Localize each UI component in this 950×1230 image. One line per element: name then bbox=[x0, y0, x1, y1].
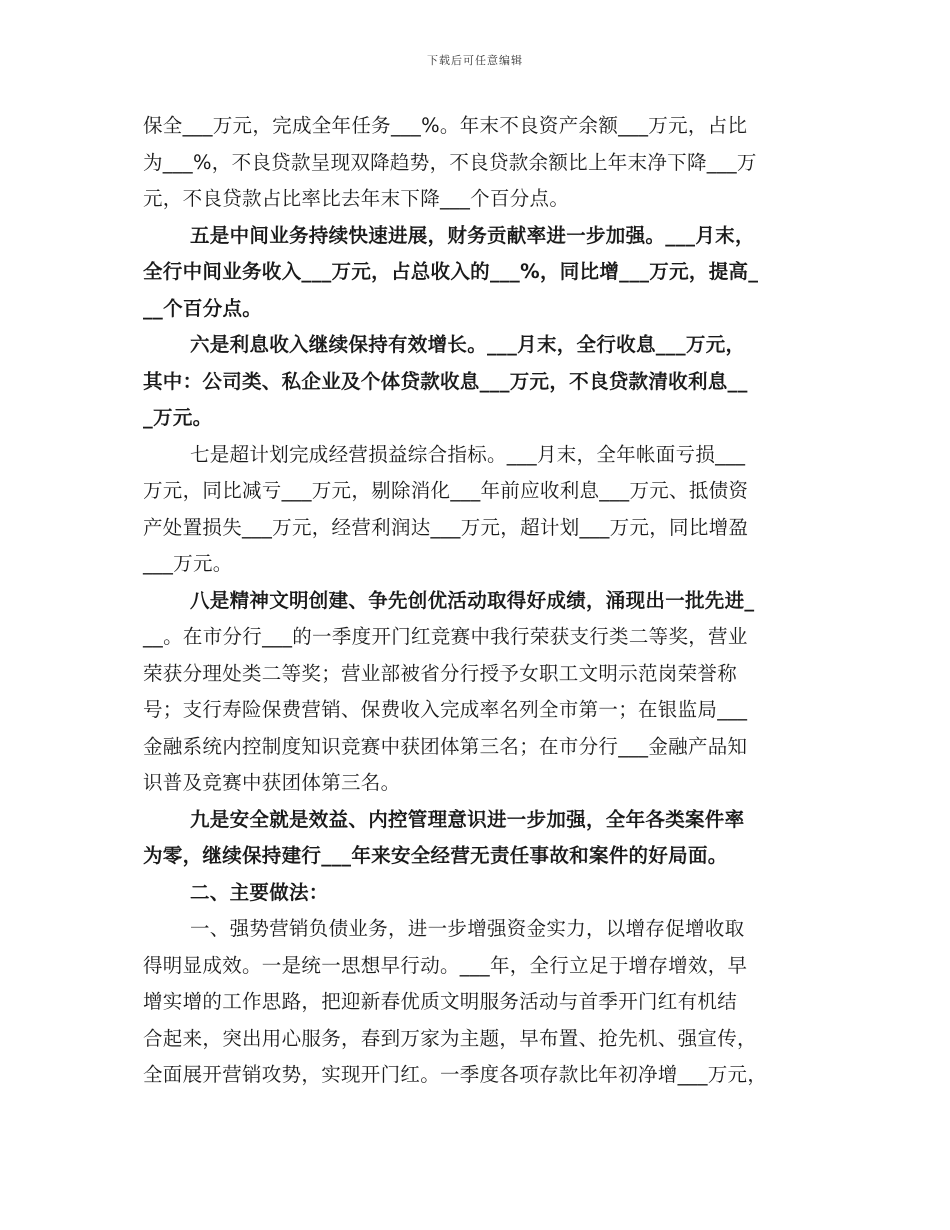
text-line: 全面展开营销攻势，实现开门红。一季度各项存款比年初净增___万元， bbox=[143, 1063, 768, 1086]
text-line: 合起来，突出用心服务，春到万家为主题，早布置、抢先机、强宣传， bbox=[143, 1026, 757, 1050]
text-line: __。在市分行___的一季度开门红竞赛中我行荣获支行类二等奖，营业 bbox=[143, 625, 748, 648]
text-line: 五是中间业务持续快速进展，财务贡献率进一步加强。___月末， bbox=[190, 223, 755, 247]
text-line: 号；支行寿险保费营销、保费收入完成率名列全市第一；在银监局___ bbox=[143, 698, 748, 721]
text-line: 增实增的工作思路，把迎新春优质文明服务活动与首季开门红有机结 bbox=[143, 990, 738, 1013]
text-line: 六是利息收入继续保持有效增长。___月末，全行收息___万元， bbox=[190, 333, 746, 356]
text-line: 为零，继续保持建行___年来安全经营无责任事故和案件的好局面。 bbox=[143, 844, 728, 867]
text-line: 保全___万元，完成全年任务___%。年末不良资产余额___万元，占比 bbox=[143, 114, 748, 137]
text-line: 金融系统内控制度知识竞赛中获团体第三名；在市分行___金融产品知 bbox=[143, 734, 748, 758]
page-header: 下载后可任意编辑 bbox=[427, 54, 523, 67]
text-line: 七是超计划完成经营损益综合指标。___月末，全年帐面亏损___ bbox=[190, 442, 746, 466]
text-line: 识普及竞赛中获团体第三名。 bbox=[143, 771, 401, 794]
text-line: 二、主要做法： bbox=[190, 880, 329, 904]
text-line: 为___%，不良贷款呈现双降趋势，不良贷款余额比上年末净下降___万 bbox=[143, 150, 757, 174]
text-line: 元，不良贷款占比率比去年末下降___个百分点。 bbox=[143, 187, 570, 210]
text-line: 九是安全就是效益、内控管理意识进一步加强，全年各类案件率 bbox=[190, 807, 745, 831]
text-line: 万元，同比减亏___万元，剔除消化___年前应收利息___万元、抵债资 bbox=[143, 479, 749, 502]
text-line: __个百分点。 bbox=[143, 296, 263, 320]
text-line: 八是精神文明创建、争先创优活动取得好成绩，涌现出一批先进_ bbox=[190, 588, 755, 612]
text-line: 其中：公司类、私企业及个体贷款收息___万元，不良贷款清收利息__ bbox=[143, 369, 748, 393]
text-line: 一、强势营销负债业务，进一步增强资金实力，以增存促增收取 bbox=[190, 917, 745, 940]
document-body bbox=[143, 108, 815, 1094]
text-line: 全行中间业务收入___万元，占总收入的___%，同比增___万元，提高_ bbox=[143, 260, 759, 283]
text-line: 得明显成效。一是统一思想早行动。___年，全行立足于增存增效，早 bbox=[143, 953, 748, 977]
text-line: ___万元。 bbox=[143, 552, 233, 575]
text-line: 产处置损失___万元，经营利润达___万元，超计划___万元，同比增盈 bbox=[143, 515, 749, 539]
text-line: _万元。 bbox=[143, 406, 213, 429]
text-line: 荣获分理处类二等奖；营业部被省分行授予女职工文明示范岗荣誉称 bbox=[143, 661, 738, 685]
